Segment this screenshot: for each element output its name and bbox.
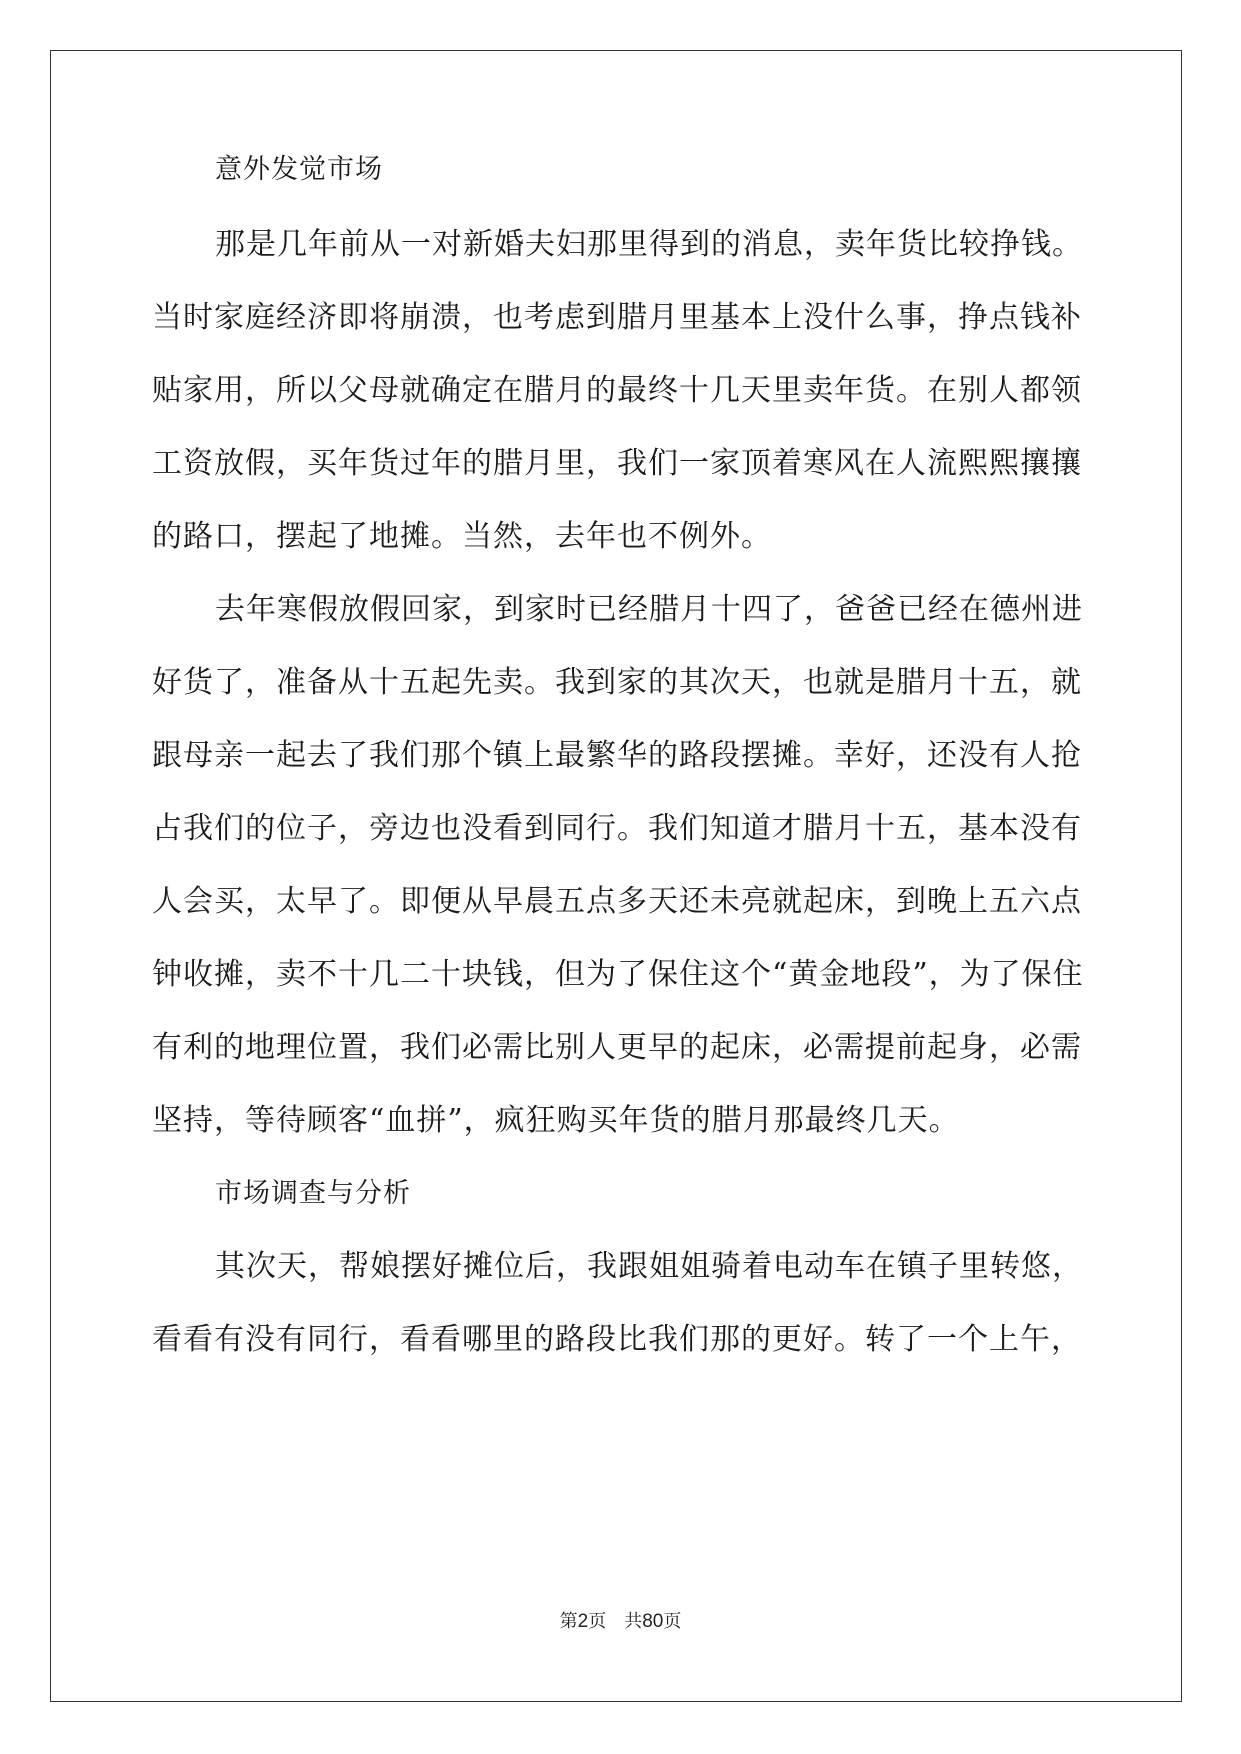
total-pages: 80	[642, 1611, 664, 1632]
paragraph-line: 看看有没有同行，看看哪里的路段比我们那的更好。转了一个上午，	[152, 1322, 1082, 1357]
footer-page-unit: 页	[588, 1611, 607, 1632]
paragraph-line: 其次天，帮娘摆好摊位后，我跟姐姐骑着电动车在镇子里转悠，	[215, 1249, 1083, 1284]
paragraph-line: 有利的地理位置，我们必需比别人更早的起床，必需提前起身，必需	[152, 1030, 1082, 1065]
section-heading: 市场调查与分析	[215, 1178, 411, 1209]
paragraph-line: 人会买，太早了。即便从早晨五点多天还未亮就起床，到晚上五六点	[152, 884, 1082, 919]
footer-prefix: 第	[559, 1611, 578, 1632]
page-number: 2	[577, 1611, 589, 1632]
paragraph-line: 好货了，准备从十五起先卖。我到家的其次天，也就是腊月十五，就	[152, 665, 1082, 700]
footer-total-prefix: 共	[624, 1611, 643, 1632]
paragraph-line: 的路口，摆起了地摊。当然，去年也不例外。	[152, 519, 772, 554]
paragraph-line: 工资放假，买年货过年的腊月里，我们一家顶着寒风在人流熙熙攘攘	[152, 446, 1082, 481]
paragraph-line: 那是几年前从一对新婚夫妇那里得到的消息，卖年货比较挣钱。	[215, 227, 1083, 262]
paragraph-line: 占我们的位子，旁边也没看到同行。我们知道才腊月十五，基本没有	[152, 811, 1082, 846]
paragraph-line: 跟母亲一起去了我们那个镇上最繁华的路段摆摊。幸好，还没有人抢	[152, 738, 1082, 773]
section-heading: 意外发觉市场	[215, 154, 383, 185]
footer-total-unit: 页	[663, 1611, 682, 1632]
page-footer	[0, 1610, 1241, 1634]
paragraph-line: 去年寒假放假回家，到家时已经腊月十四了，爸爸已经在德州进	[215, 592, 1083, 627]
paragraph-line: 钟收摊，卖不十几二十块钱，但为了保住这个“黄金地段”，为了保住	[152, 957, 1084, 992]
paragraph-line: 贴家用，所以父母就确定在腊月的最终十几天里卖年货。在别人都领	[152, 373, 1082, 408]
paragraph-line: 坚持，等待顾客“血拼”，疯狂购买年货的腊月那最终几天。	[152, 1103, 960, 1138]
paragraph-line: 当时家庭经济即将崩溃，也考虑到腊月里基本上没什么事，挣点钱补	[152, 300, 1082, 335]
